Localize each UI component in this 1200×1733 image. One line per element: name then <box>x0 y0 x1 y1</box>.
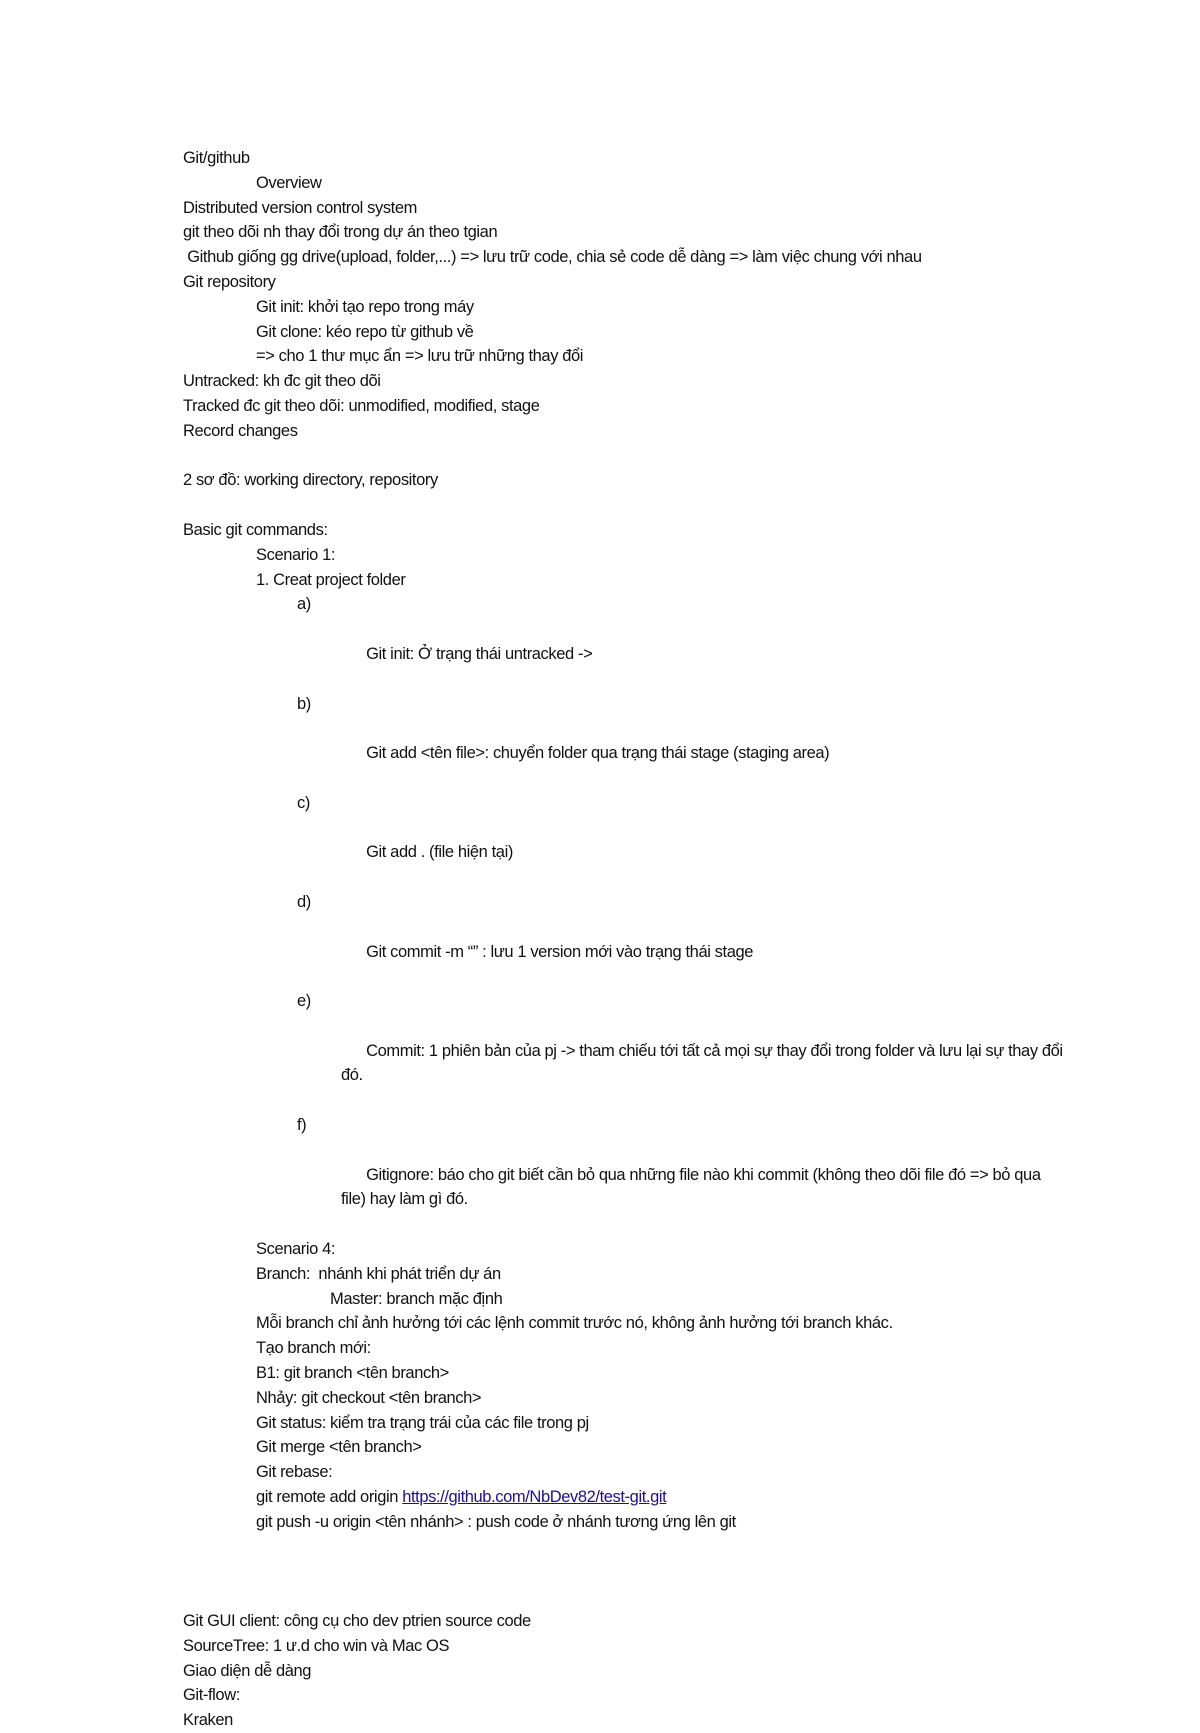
list-marker: f) <box>297 1116 307 1135</box>
text-line: Github giống gg drive(upload, folder,...) => lưu trữ code, chia sẻ code dễ dàng => làm việc chung với nhau <box>183 248 922 267</box>
list-item <box>183 1113 1063 1237</box>
blank-line <box>183 444 1063 469</box>
list-marker: d) <box>297 892 311 911</box>
text-line: Git GUI client: công cụ cho dev ptrien source code <box>183 1612 531 1631</box>
text-line: Mỗi branch chỉ ảnh hưởng tới các lệnh commit trước nó, không ảnh hưởng tới branch khác. <box>256 1314 893 1333</box>
text-line: Scenario 1: <box>256 545 336 564</box>
list-item-text: Commit: 1 phiên bản của pj -> tham chiếu tới tất cả mọi sự thay đổi trong folder và lưu lại sự thay đổi đó. <box>341 1041 1067 1085</box>
list-item <box>183 692 1063 791</box>
list-marker: a) <box>297 595 311 614</box>
list-marker: e) <box>297 992 311 1011</box>
text-line: Untracked: kh đc git theo dõi <box>183 372 381 391</box>
list-item-text: Git init: Ở trạng thái untracked -> <box>366 644 593 663</box>
document-body <box>183 146 1067 1733</box>
text-line: Kraken <box>183 1711 233 1730</box>
text-line: Git-flow: <box>183 1686 240 1705</box>
text-line: => cho 1 thư mục ẩn => lưu trữ những thay đổi <box>256 347 584 366</box>
text-line: Master: branch mặc định <box>330 1289 503 1308</box>
text-line: 1. Creat project folder <box>256 570 406 589</box>
text-line: git theo dõi nh thay đổi trong dự án theo tgian <box>183 223 498 242</box>
text-line: Record changes <box>183 421 298 440</box>
text-line: Tracked đc git theo dõi: unmodified, modified, stage <box>183 396 540 415</box>
section-heading: Overview <box>256 173 322 192</box>
list-item-text: Git add . (file hiện tại) <box>366 843 513 862</box>
text-line: Nhảy: git checkout <tên branch> <box>256 1388 482 1407</box>
text-line: SourceTree: 1 ư.d cho win và Mac OS <box>183 1636 450 1655</box>
text-line: B1: git branch <tên branch> <box>256 1364 449 1383</box>
text-line: Git init: khởi tạo repo trong máy <box>256 297 474 316</box>
text-line: Basic git commands: <box>183 520 328 539</box>
list-item-text: Gitignore: báo cho git biết cần bỏ qua những file nào khi commit (không theo dõi file đó => bỏ qua file) hay làm gì đó. <box>341 1165 1045 1209</box>
blank-line <box>183 493 1063 518</box>
blank-lines <box>183 1535 1063 1609</box>
text-line: Git rebase: <box>256 1463 333 1482</box>
list-item <box>183 791 1063 890</box>
text-line: Branch: nhánh khi phát triển dự án <box>256 1264 501 1283</box>
text-line: 2 sơ đồ: working directory, repository <box>183 471 438 490</box>
doc-title: Git/github <box>183 149 250 167</box>
list-item-text: Git add <tên file>: chuyển folder qua trạng thái stage (staging area) <box>366 744 830 763</box>
repo-link[interactable]: https://github.com/NbDev82/test-git.git <box>402 1488 667 1507</box>
git-remote-line <box>183 1485 1063 1510</box>
git-remote-text: git remote add origin <box>256 1488 403 1507</box>
list-marker: b) <box>297 694 311 713</box>
text-line: Git status: kiểm tra trạng trái của các file trong pj <box>256 1413 589 1432</box>
list-item <box>183 989 1067 1113</box>
text-line: Git clone: kéo repo từ github về <box>256 322 474 341</box>
list-item <box>183 592 1063 691</box>
list-marker: c) <box>297 793 310 812</box>
list-item-text: Git commit -m “” : lưu 1 version mới vào trạng thái stage <box>366 942 754 961</box>
text-line: Distributed version control system <box>183 198 417 217</box>
text-line: Tạo branch mới: <box>256 1339 371 1358</box>
text-line: Giao diện dễ dàng <box>183 1661 312 1680</box>
text-line: git push -u origin <tên nhánh> : push code ở nhánh tương ứng lên git <box>256 1512 736 1531</box>
text-line: Scenario 4: <box>256 1240 336 1259</box>
text-line: Git repository <box>183 272 276 291</box>
list-item <box>183 890 1063 989</box>
text-line: Git merge <tên branch> <box>256 1438 422 1457</box>
